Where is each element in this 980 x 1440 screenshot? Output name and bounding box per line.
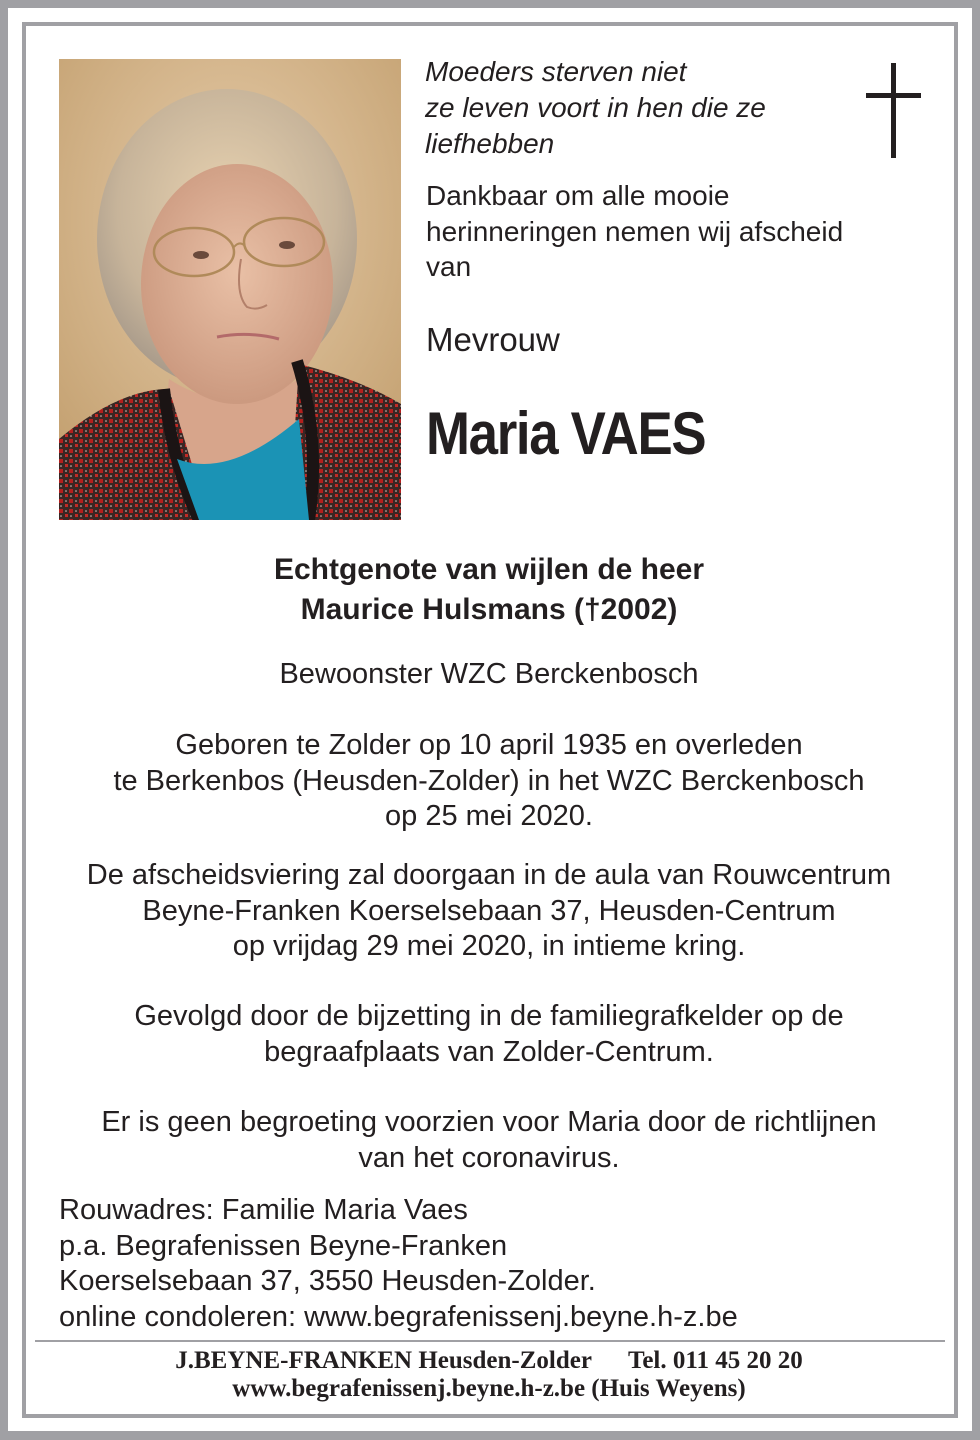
intro-line: herinneringen nemen wij afscheid (426, 215, 844, 247)
paragraph-line: Beyne-Franken Koerselsebaan 37, Heusden-Centrum (142, 894, 836, 927)
ceremony-paragraph (27, 858, 951, 965)
funeral-home-name: J.BEYNE-FRANKEN Heusden-Zolder (175, 1347, 592, 1374)
address-line: p.a. Begrafenissen Beyne-Franken (59, 1229, 508, 1262)
paragraph-line: op 25 mei 2020. (385, 800, 593, 832)
paragraph-line: begraafplaats van Zolder-Centrum. (264, 1035, 714, 1068)
quote-line: ze leven voort in hen die ze (425, 92, 766, 123)
cross-stem (891, 63, 896, 158)
cross-icon (866, 63, 922, 158)
spouse-info (27, 550, 951, 630)
online-condolence-link[interactable]: online condoleren: www.begrafenissenj.beyne.h-z.be (59, 1300, 738, 1333)
address-line: Rouwadres: Familie Maria Vaes (59, 1194, 468, 1226)
mourning-address (59, 1193, 939, 1335)
paragraph-line: Gevolgd door de bijzetting in de familiegrafkelder op de (134, 1000, 844, 1032)
paragraph-line: op vrijdag 29 mei 2020, in intieme kring. (232, 930, 746, 962)
footer-divider (35, 1340, 945, 1342)
deceased-name: Maria VAES (426, 400, 706, 467)
intro-text (426, 178, 906, 285)
paragraph-line: te Berkenbos (Heusden-Zolder) in het WZC Berckenbosch (113, 764, 865, 797)
quote-line: Moeders sterven niet (425, 56, 687, 87)
address-line: Koerselsebaan 37, 3550 Heusden-Zolder. (59, 1265, 596, 1297)
funeral-home-phone[interactable]: Tel. 011 45 20 20 (627, 1347, 803, 1374)
spouse-line: Maurice Hulsmans (†2002) (300, 593, 678, 626)
spouse-line: Echtgenote van wijlen de heer (273, 553, 705, 586)
funeral-home-website[interactable]: www.begrafenissenj.beyne.h-z.be (Huis Weyens) (232, 1375, 746, 1402)
visitation-paragraph (27, 1105, 951, 1176)
intro-line: Dankbaar om alle mooie (426, 180, 730, 211)
burial-paragraph (27, 999, 951, 1070)
birth-death-paragraph (27, 728, 951, 835)
paragraph-line: De afscheidsviering zal doorgaan in de aula van Rouwcentrum (86, 859, 892, 891)
residence: Bewoonster WZC Berckenbosch (279, 658, 699, 690)
paragraph-line: Er is geen begroeting voorzien voor Maria door de richtlijnen (101, 1106, 877, 1138)
paragraph-line: van het coronavirus. (358, 1141, 620, 1174)
portrait-image (59, 59, 401, 520)
paragraph-line: Geboren te Zolder op 10 april 1935 en overleden (175, 729, 803, 761)
quote-line: liefhebben (425, 128, 555, 159)
funeral-home-info (27, 1347, 951, 1375)
intro-line: van (426, 251, 472, 282)
cross-bar (866, 93, 921, 98)
salutation: Mevrouw (426, 321, 560, 358)
portrait-photo (59, 59, 401, 520)
memorial-quote (425, 54, 825, 162)
